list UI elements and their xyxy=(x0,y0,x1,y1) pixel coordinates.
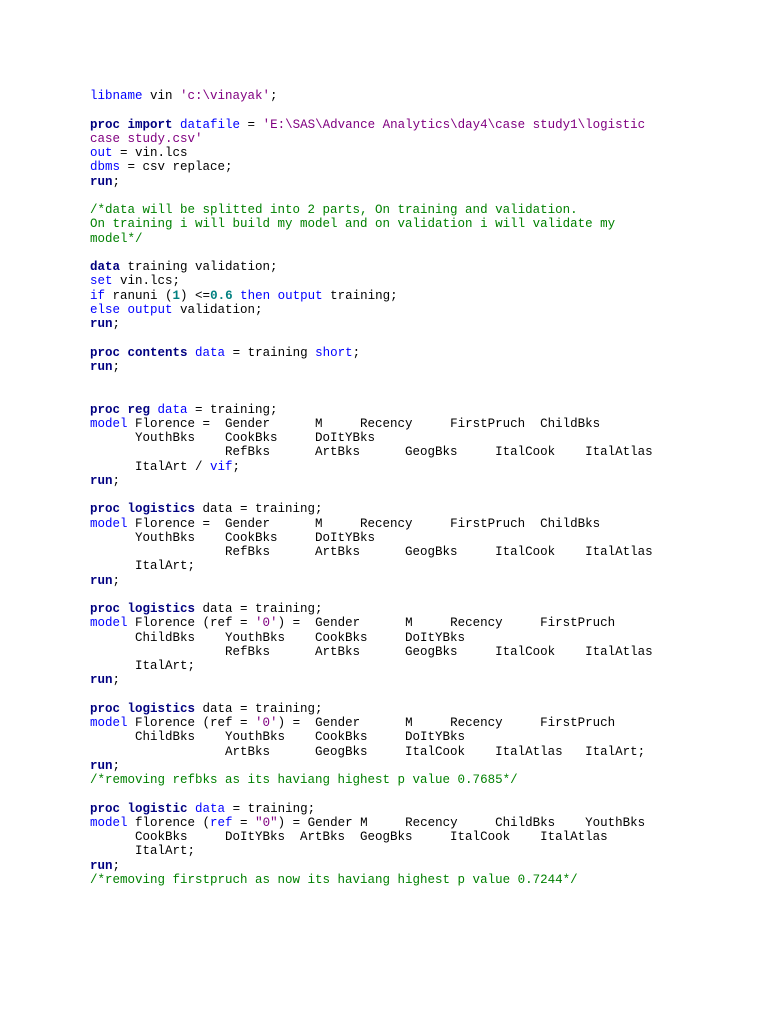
code-line xyxy=(90,232,653,246)
code-token-kw2: model xyxy=(90,416,128,431)
code-token-text: florence ( xyxy=(127,815,211,830)
code-token-text: RefBks ArtBks GeogBks ItalCook ItalAtlas xyxy=(90,545,653,559)
code-token-text: ; xyxy=(112,317,121,331)
code-line xyxy=(90,830,653,844)
code-token-text: data = training; xyxy=(195,701,323,716)
code-token-kw2: ref xyxy=(210,815,233,830)
code-token-text: ; xyxy=(112,858,121,873)
code-token-text: ) = Gender M Recency FirstPruch xyxy=(277,616,616,631)
code-token-text xyxy=(150,403,158,417)
code-token-text: ; xyxy=(112,359,121,374)
code-line xyxy=(90,246,653,260)
code-line xyxy=(90,759,653,773)
code-token-comment: /*removing refbks as its haviang highest p value 0.7685*/ xyxy=(90,773,518,787)
code-line xyxy=(90,531,653,545)
code-line xyxy=(90,574,653,588)
code-line xyxy=(90,374,653,388)
code-line xyxy=(90,488,653,502)
code-token-text: = training xyxy=(225,345,316,360)
code-token-kw2: out xyxy=(90,146,113,160)
code-token-kw2: dbms xyxy=(90,160,121,175)
code-token-str: "0" xyxy=(255,815,278,830)
code-token-text xyxy=(188,802,196,816)
code-token-kw: proc logistics xyxy=(90,502,196,517)
code-token-kw: run xyxy=(90,573,113,588)
code-token-comment: /*removing firstpruch as now its haviang highest p value 0.7244*/ xyxy=(90,872,578,887)
code-token-text: ItalArt / xyxy=(90,459,211,474)
code-token-kw2: data xyxy=(195,801,226,816)
code-line xyxy=(90,773,653,787)
code-line xyxy=(90,274,653,288)
code-token-kw2: model xyxy=(90,516,128,531)
code-line xyxy=(90,189,653,203)
code-line xyxy=(90,89,653,103)
code-token-text: vin xyxy=(142,89,181,103)
code-token-text: ; xyxy=(112,758,121,773)
code-line xyxy=(90,787,653,801)
code-token-text: = csv replace; xyxy=(120,160,233,175)
code-line xyxy=(90,460,653,474)
code-line xyxy=(90,688,653,702)
code-token-kw2: data xyxy=(195,345,226,360)
code-token-kw2: if xyxy=(90,288,106,303)
code-token-text: ; xyxy=(112,473,121,488)
code-line xyxy=(90,317,653,331)
code-line xyxy=(90,716,653,730)
code-token-text: ) = Gender M Recency FirstPruch xyxy=(277,716,616,730)
code-line xyxy=(90,702,653,716)
code-token-kw: run xyxy=(90,758,113,773)
code-line xyxy=(90,745,653,759)
code-token-comment: /*data will be splitted into 2 parts, On training and validation. xyxy=(90,203,578,217)
code-token-kw2: model xyxy=(90,616,128,631)
code-token-kw: run xyxy=(90,673,113,688)
code-token-text: ChildBks YouthBks CookBks DoItYBks xyxy=(90,730,466,745)
code-token-text: = training; xyxy=(187,402,278,417)
code-token-text: ItalArt; xyxy=(90,659,196,673)
code-token-kw: proc contents xyxy=(90,345,188,360)
code-token-kw: run xyxy=(90,858,113,873)
code-token-kw2: short xyxy=(315,345,353,360)
code-token-text: training validation; xyxy=(120,260,278,274)
code-line xyxy=(90,802,653,816)
code-line xyxy=(90,431,653,445)
sas-code-block xyxy=(90,89,653,887)
code-token-text: ; xyxy=(112,174,121,189)
code-token-kw2: data xyxy=(157,402,188,417)
code-line xyxy=(90,673,653,687)
code-token-kw: proc import xyxy=(90,117,173,132)
code-token-kw2: model xyxy=(90,815,128,830)
code-token-text: vin.lcs; xyxy=(112,274,181,289)
code-line xyxy=(90,132,653,146)
code-token-comment: On training i will build my model and on validation i will validate my xyxy=(90,217,616,232)
code-token-text xyxy=(233,289,241,303)
code-token-text: Florence (ref = xyxy=(127,716,256,730)
code-line xyxy=(90,260,653,274)
code-token-kw2: datafile xyxy=(180,117,241,132)
code-line xyxy=(90,403,653,417)
code-token-text: CookBks DoItYBks ArtBks GeogBks ItalCook ItalAtlas xyxy=(90,830,608,844)
code-line xyxy=(90,331,653,345)
code-token-text xyxy=(188,346,196,360)
code-token-comment: model*/ xyxy=(90,231,143,246)
code-token-text: Florence = Gender M Recency FirstPruch ChildBks xyxy=(127,416,601,431)
code-line xyxy=(90,175,653,189)
code-token-kw: run xyxy=(90,174,113,189)
code-token-text: Florence (ref = xyxy=(127,616,256,631)
code-line xyxy=(90,346,653,360)
code-token-text: ; xyxy=(112,573,121,588)
code-line xyxy=(90,303,653,317)
code-line xyxy=(90,445,653,459)
code-line xyxy=(90,859,653,873)
code-token-str: 'E:\SAS\Advance Analytics\day4\case study1\logistic xyxy=(262,117,646,132)
code-token-num: 1 xyxy=(172,288,181,303)
code-line xyxy=(90,502,653,516)
code-token-kw2: vif xyxy=(210,459,233,474)
code-line xyxy=(90,559,653,573)
code-line xyxy=(90,360,653,374)
code-token-text: ItalArt; xyxy=(90,559,196,574)
code-token-kw2: then output xyxy=(240,288,323,303)
code-token-text: ; xyxy=(112,673,121,688)
code-line xyxy=(90,588,653,602)
code-token-str: '0' xyxy=(255,616,278,631)
code-token-text: ; xyxy=(352,345,361,360)
code-token-text xyxy=(173,118,181,132)
code-token-kw: run xyxy=(90,317,113,331)
code-line xyxy=(90,730,653,744)
code-token-text: ) <= xyxy=(180,288,211,303)
code-token-num: 0.6 xyxy=(210,288,233,303)
code-token-text: = vin.lcs xyxy=(112,146,188,160)
code-token-kw: proc logistic xyxy=(90,801,188,816)
code-line xyxy=(90,616,653,630)
code-line xyxy=(90,517,653,531)
code-token-text: ) = Gender M Recency ChildBks YouthBks xyxy=(277,815,646,830)
code-token-text: YouthBks CookBks DoItYBks xyxy=(90,530,376,545)
code-token-text: ItalArt; xyxy=(90,844,196,859)
code-token-text: data = training; xyxy=(195,602,323,616)
code-token-str: case study.csv' xyxy=(90,131,203,146)
code-line xyxy=(90,118,653,132)
code-token-text: = xyxy=(232,815,256,830)
code-token-kw2: else output xyxy=(90,302,173,317)
code-token-text: validation; xyxy=(172,302,263,317)
code-token-text: ranuni ( xyxy=(105,288,173,303)
code-token-kw: run xyxy=(90,359,113,374)
code-token-kw: run xyxy=(90,473,113,488)
code-token-text: RefBks ArtBks GeogBks ItalCook ItalAtlas xyxy=(90,445,653,460)
code-token-kw: proc logistics xyxy=(90,701,196,716)
code-line xyxy=(90,160,653,174)
code-line xyxy=(90,545,653,559)
code-token-text: RefBks ArtBks GeogBks ItalCook ItalAtlas xyxy=(90,644,653,659)
code-token-kw: data xyxy=(90,260,121,274)
code-line xyxy=(90,816,653,830)
code-token-text: ; xyxy=(232,459,241,474)
code-line xyxy=(90,217,653,231)
code-token-text: ChildBks YouthBks CookBks DoItYBks xyxy=(90,630,466,645)
code-line xyxy=(90,873,653,887)
code-token-kw: proc reg xyxy=(90,402,151,417)
code-token-kw: proc logistics xyxy=(90,602,196,616)
code-line xyxy=(90,844,653,858)
code-token-text: YouthBks CookBks DoItYBks xyxy=(90,431,376,445)
code-line xyxy=(90,474,653,488)
code-line xyxy=(90,289,653,303)
code-token-text: ArtBks GeogBks ItalCook ItalAtlas ItalArt; xyxy=(90,744,646,759)
code-token-text: ; xyxy=(270,89,278,103)
code-token-text: = xyxy=(240,117,263,132)
code-token-text: Florence = Gender M Recency FirstPruch ChildBks xyxy=(127,516,601,531)
code-line xyxy=(90,659,653,673)
code-line xyxy=(90,645,653,659)
code-token-str: 'c:\vinayak' xyxy=(180,89,271,103)
code-line xyxy=(90,203,653,217)
code-line xyxy=(90,146,653,160)
code-line xyxy=(90,417,653,431)
code-line xyxy=(90,631,653,645)
code-line xyxy=(90,103,653,117)
code-token-text: data = training; xyxy=(195,502,323,517)
code-line xyxy=(90,602,653,616)
code-token-text: = training; xyxy=(225,801,316,816)
code-token-kw2: model xyxy=(90,716,128,730)
code-line xyxy=(90,388,653,402)
code-token-kw2: libname xyxy=(90,89,143,103)
code-token-text: training; xyxy=(322,288,398,303)
code-token-str: '0' xyxy=(255,716,278,730)
code-token-kw2: set xyxy=(90,274,113,289)
